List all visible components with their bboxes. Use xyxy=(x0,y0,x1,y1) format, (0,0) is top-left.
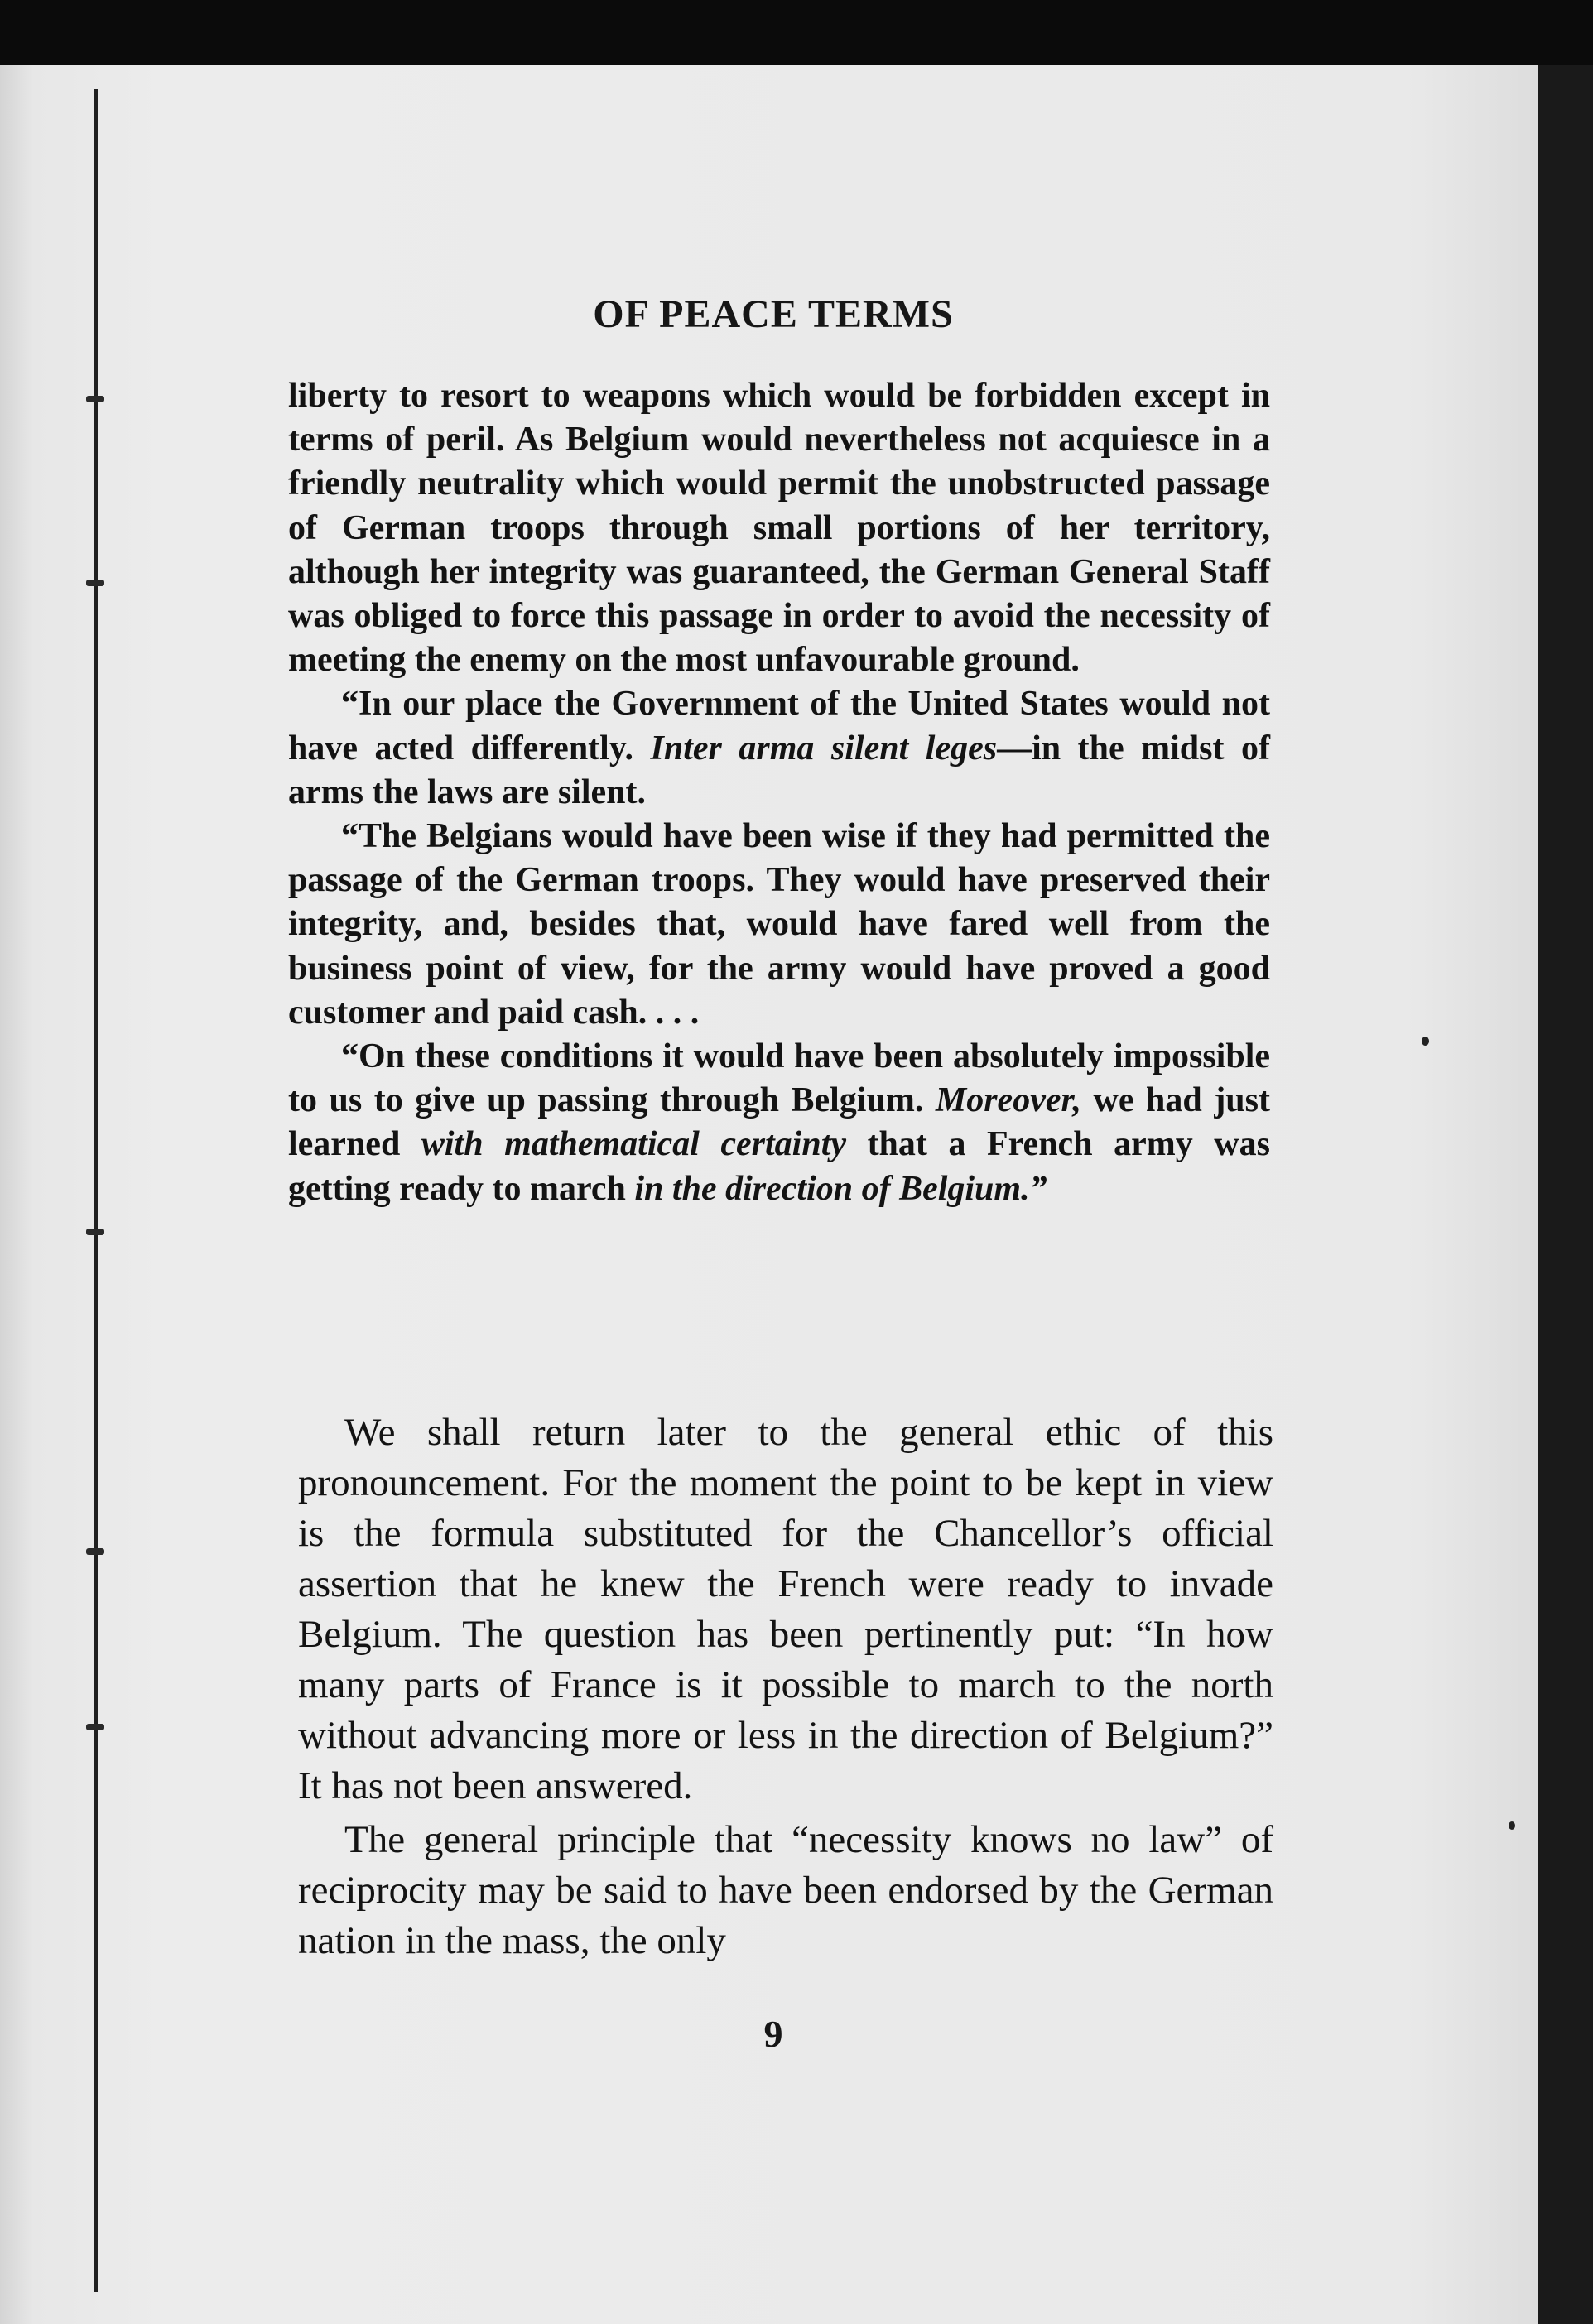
quote-paragraph: “The Belgians would have been wise if they had permitted the passage of the German troops. They would have preserved their integrity, and, besides that, would have fared well from the business point of view, for the army would have proved a good customer and paid cash. . . . xyxy=(288,817,1270,1032)
body-paragraph: We shall return later to the general ethic of this pronouncement. For the moment the point to be kept in view is the formula substituted for the Chancellor’s official assertion that he knew the French were ready to invade Belgium. The question has been pertinently put: “In how many parts of France is it possible to march to the north without advancing more or less in the direction of Belgium?” It has not been answered. xyxy=(298,1411,1273,1807)
quote-paragraph: “On these conditions it would have been absolutely impossible to us to give up passing through Belgium. Moreover, we had just learned with mathematical certainty that a French army was getting ready to march in the direction of Belgium.” xyxy=(288,1037,1270,1208)
gutter-stitch xyxy=(86,1724,104,1730)
print-speck xyxy=(1509,1821,1515,1830)
page-right-shadow xyxy=(1538,65,1593,2324)
gutter-stitch xyxy=(86,396,104,402)
body-paragraph: The general principle that “necessity knows no law” of reciprocity may be said to have been endorsed by the German nation in the mass, the only xyxy=(298,1818,1273,1962)
page-number: 9 xyxy=(763,2013,783,2055)
running-head: OF PEACE TERMS xyxy=(593,292,954,336)
quoted-passage xyxy=(288,374,1270,1211)
body-text xyxy=(298,1407,1273,1966)
gutter-stitch xyxy=(86,1548,104,1555)
quote-paragraph: liberty to resort to weapons which would be forbidden except in terms of peril. As Belgium would nevertheless not acquiesce in a friendly neutrality which would permit the unobstructed passage of German troops through small portions of her territory, although her integrity was guaranteed, the German General Staff was obliged to force this passage in order to avoid the necessity of meeting the enemy on the most unfavourable ground. xyxy=(288,377,1270,680)
binding-gutter xyxy=(94,89,98,2292)
gutter-stitch xyxy=(86,580,104,586)
gutter-stitch xyxy=(86,1229,104,1235)
print-speck xyxy=(1422,1037,1429,1046)
quote-paragraph: “In our place the Government of the United States would not have acted differently. Inter arma silent leges—in the midst of arms the laws are silent. xyxy=(288,685,1270,811)
